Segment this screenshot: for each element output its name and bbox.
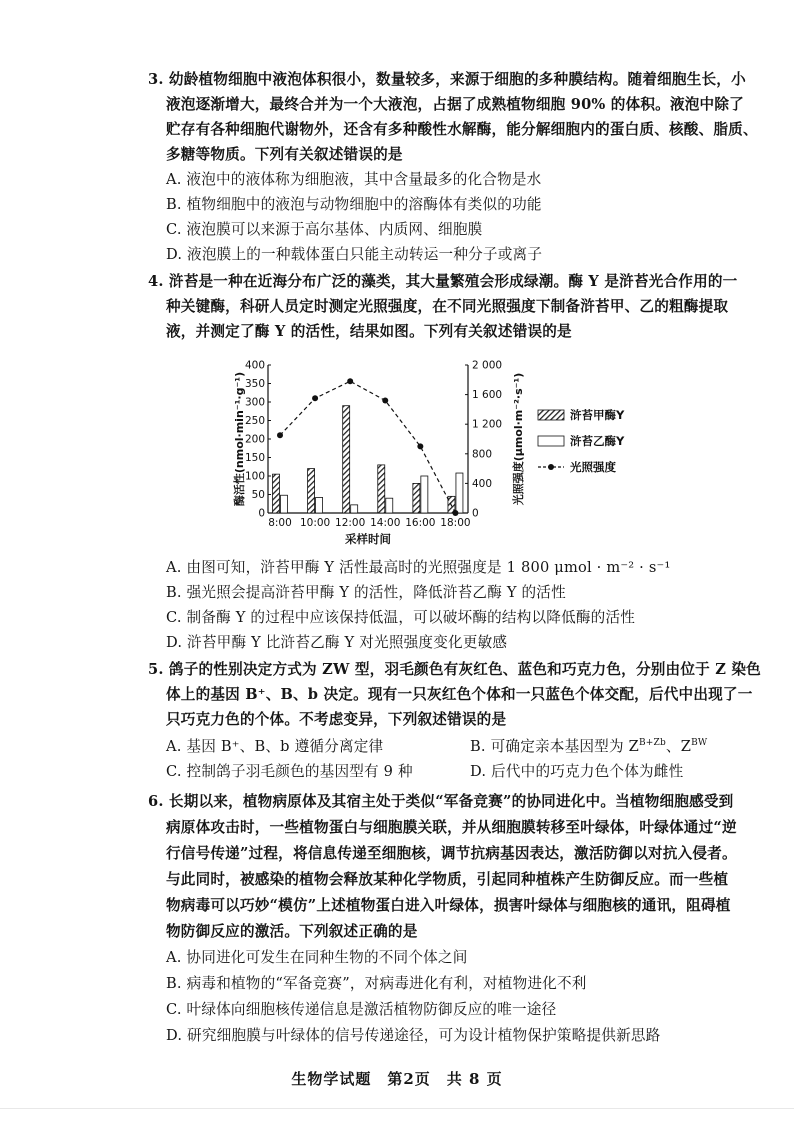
y2-axis-title: 光照强度(μmol·m⁻²·s⁻¹) [512,372,525,506]
legend-swatch-yi [538,436,564,446]
x-tick-label: 12:00 [335,517,366,529]
q3-option-c: C. 液泡膜可以来源于高尔基体、内质网、细胞膜 [166,221,483,238]
light-intensity-point [277,432,283,438]
y2-tick-label: 1 200 [472,418,503,431]
y2-tick-label: 1 600 [472,389,503,402]
q4-line-3: 液，并测定了酶 Y 的活性，结果如图。下列有关叙述错误的是 [166,323,572,340]
y-tick-label: 300 [244,396,265,409]
q3-line-2: 液泡逐渐增大，最终合并为一个大液泡，占据了成熟植物细胞 90% 的体积。液泡中除了 [166,96,744,113]
q4-option-a: A. 由图可知，浒苔甲酶 Y 活性最高时的光照强度是 1 800 μmol · m⁻² · s⁻¹ [166,559,671,576]
bar-enzyme-jia [343,406,350,513]
y-tick-label: 150 [244,452,265,464]
legend-swatch-jia [538,410,564,420]
light-intensity-point [417,443,423,449]
legend-swatch-light-point [548,464,554,470]
bar-enzyme-yi [351,505,358,513]
bar-enzyme-jia [308,469,315,513]
enzyme-activity-chart [230,355,650,555]
y-tick-label: 100 [244,470,265,483]
bar-enzyme-yi [386,498,393,513]
q6-line-1: 6. 长期以来，植物病原体及其宿主处于类似“军备竞赛”的协同进化中。当植物细胞感受到 [148,793,734,810]
q5-option-c: C. 控制鸽子羽毛颜色的基因型有 9 种 [166,763,413,780]
q5-option-d: D. 后代中的巧克力色个体为雌性 [470,763,684,780]
page-footer: 生物学试题 第2页 共 8 页 [291,1070,503,1088]
q3-line-3: 贮存有各种细胞代谢物外，还含有多种酸性水解酶，能分解细胞内的蛋白质、核酸、脂质、 [166,121,758,138]
legend-label-light: 光照强度 [570,460,616,474]
light-intensity-point [312,395,318,401]
q5-line-2: 体上的基因 B⁺、B、b 决定。现有一只灰红色个体和一只蓝色个体交配，后代中出现了一 [166,686,753,703]
bar-enzyme-yi [281,495,288,513]
q6-option-d: D. 研究细胞膜与叶绿体的信号传递途径，可为设计植物保护策略提供新思路 [166,1027,661,1044]
q3-option-d: D. 液泡膜上的一种载体蛋白只能主动转运一种分子或离子 [166,246,543,263]
x-tick-label: 8:00 [268,517,292,529]
q3-option-a: A. 液泡中的液体称为细胞液，其中含量最多的化合物是水 [166,171,542,188]
x-tick-label: 10:00 [299,517,331,529]
scan-edge [0,1108,794,1109]
bar-enzyme-jia [273,474,280,513]
q6-option-b: B. 病毒和植物的“军备竞赛”，对病毒进化有利，对植物进化不利 [166,975,587,992]
q5-line-3: 只巧克力色的个体。不考虑变异，下列叙述错误的是 [166,711,507,728]
q6-option-c: C. 叶绿体向细胞核传递信息是激活植物防御反应的唯一途径 [166,1001,557,1018]
q4-option-c: C. 制备酶 Y 的过程中应该保持低温，可以破坏酶的结构以降低酶的活性 [166,609,636,626]
light-intensity-line [280,381,455,513]
x-axis-title: 采样时间 [345,532,391,546]
legend-label-jia: 浒苔甲酶Y [570,408,625,422]
q6-option-a: A. 协同进化可发生在同种生物的不同个体之间 [166,949,468,966]
y-tick-label: 50 [251,489,265,501]
x-tick-label: 14:00 [370,517,401,529]
y-tick-label: 200 [244,433,265,446]
light-intensity-point [452,510,458,516]
q6-line-2: 病原体攻击时，一些植物蛋白与细胞膜关联，并从细胞膜转移至叶绿体，叶绿体通过“逆 [166,819,737,836]
light-intensity-point [382,398,388,404]
q5-line-1: 5. 鸽子的性别决定方式为 ZW 型，羽毛颜色有灰红色、蓝色和巧克力色，分别由位于 Z 染色 [148,661,761,678]
bar-enzyme-yi [316,497,323,513]
q5-option-a: A. 基因 B⁺、B、b 遵循分离定律 [166,738,384,755]
light-intensity-point [347,378,353,384]
y-tick-label: 250 [244,415,265,427]
x-tick-label: 18:00 [440,517,471,529]
y-axis-title: 酶活性(nmol·min⁻¹·g⁻¹) [233,371,246,507]
q6-line-3: 行信号传递”过程，将信息传递至细胞核，调节抗病基因表达，激活防御以对抗入侵者。 [166,845,737,862]
q4-option-b: B. 强光照会提高浒苔甲酶 Y 的活性，降低浒苔乙酶 Y 的活性 [166,584,566,601]
bar-enzyme-jia [378,465,385,513]
y2-tick-label: 800 [472,448,493,461]
y-tick-label: 350 [244,378,265,390]
q5-option-b: B. 可确定亲本基因型为 $Z^{B+Zb}$、$Z^{BW}$ [470,738,708,755]
y-tick-label: 400 [244,359,265,372]
bar-enzyme-jia [413,483,420,513]
q4-line-2: 种关键酶，科研人员定时测定光照强度，在不同光照强度下制备浒苔甲、乙的粗酶提取 [166,298,729,315]
q3-option-b: B. 植物细胞中的液泡与动物细胞中的溶酶体有类似的功能 [166,196,542,213]
q6-line-5: 物病毒可以巧妙“模仿”上述植物蛋白进入叶绿体，损害叶绿体与细胞核的通讯，阻碍植 [166,897,731,914]
y2-tick-label: 400 [472,477,493,490]
y2-tick-label: 2 000 [472,359,503,372]
legend-label-yi: 浒苔乙酶Y [570,434,625,448]
bar-enzyme-yi [456,473,463,513]
q4-line-1: 4. 浒苔是一种在近海分布广泛的藻类，其大量繁殖会形成绿潮。酶 Y 是浒苔光合作用的一 [148,273,738,290]
q4-option-d: D. 浒苔甲酶 Y 比浒苔乙酶 Y 对光照强度变化更敏感 [166,634,508,651]
y-tick-label: 0 [258,507,265,520]
y2-tick-label: 0 [472,507,479,520]
q3-line-4: 多糖等物质。下列有关叙述错误的是 [166,146,403,163]
bar-enzyme-yi [421,476,428,513]
x-tick-label: 16:00 [405,517,436,529]
q6-line-4: 与此同时，被感染的植物会释放某种化学物质，引起同种植株产生防御反应。而一些植 [166,871,729,888]
q3-line-1: 3. 幼龄植物细胞中液泡体积很小，数量较多，来源于细胞的多种膜结构。随着细胞生长，小 [148,71,746,88]
q6-line-6: 物防御反应的激活。下列叙述正确的是 [166,923,418,940]
